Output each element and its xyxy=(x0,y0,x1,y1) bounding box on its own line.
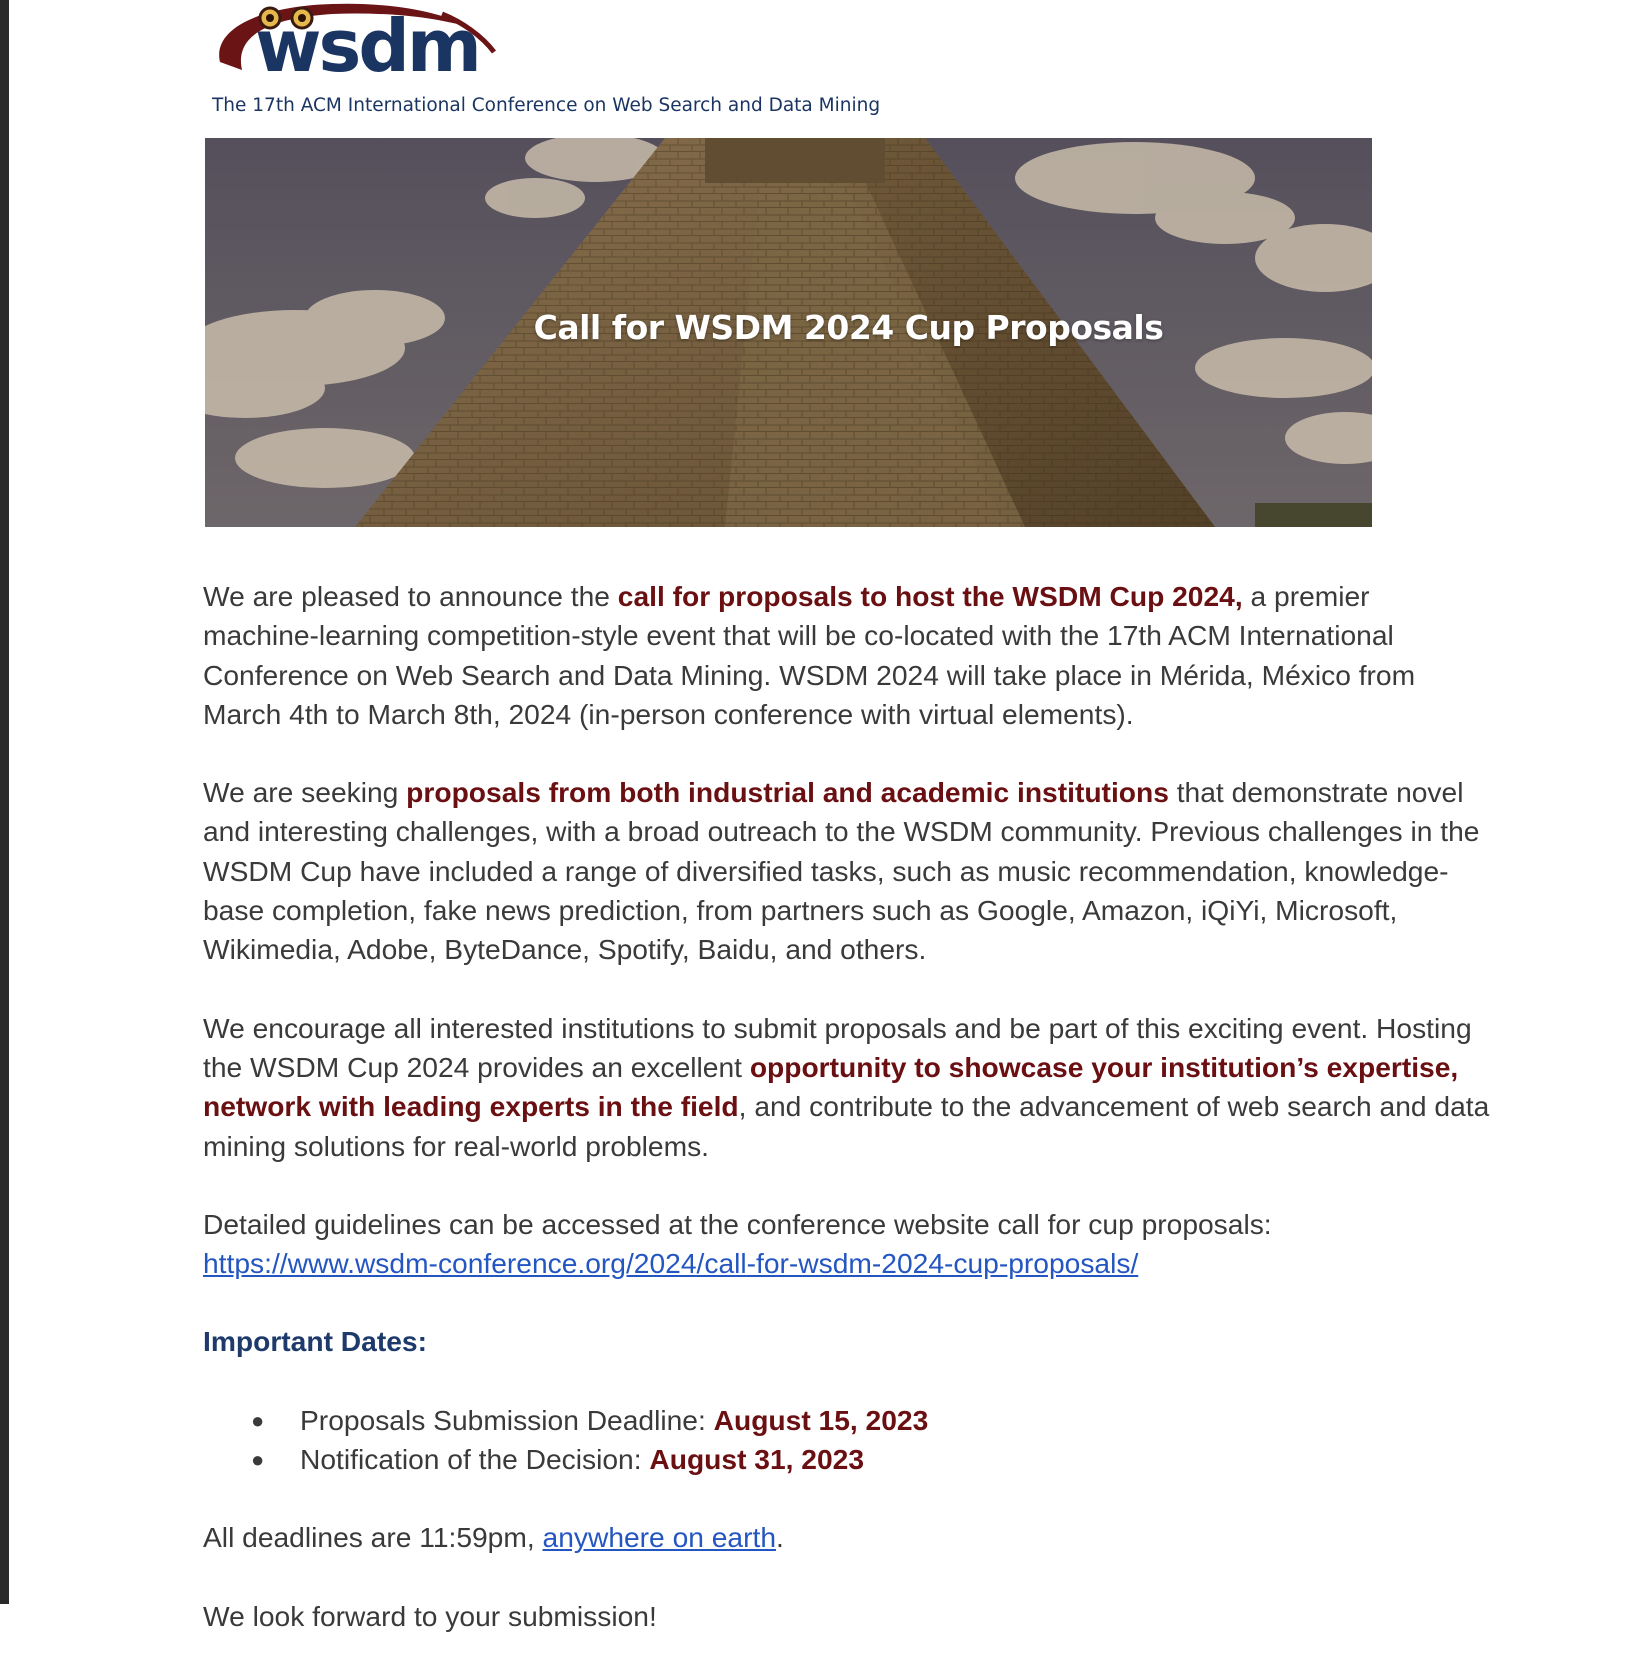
bullet-icon: ● xyxy=(251,1407,265,1433)
paragraph-guidelines xyxy=(203,1205,1493,1284)
date-label: Proposals Submission Deadline: xyxy=(300,1403,714,1436)
p3-post: , and contribute to the advancement of web search and data mining solutions for real-world problems. xyxy=(203,1090,1490,1162)
date-value: August 15, 2023 xyxy=(713,1403,929,1436)
conference-subtitle: The 17th ACM International Conference on Web Search and Data Mining xyxy=(212,95,881,116)
important-dates-list xyxy=(203,1401,1493,1480)
banner-title: Call for WSDM 2024 Cup Proposals xyxy=(533,308,1164,347)
p3-highlight: opportunity to showcase your institution’s expertise, network with leading experts in the field xyxy=(203,1050,1459,1123)
email-body xyxy=(203,577,1493,1675)
date-label: Notification of the Decision: xyxy=(300,1443,650,1476)
p4-text: Detailed guidelines can be accessed at the conference website call for cup proposals: xyxy=(203,1207,1272,1240)
paragraph-announcement xyxy=(203,577,1493,734)
p2-highlight: proposals from both industrial and academic institutions xyxy=(406,776,1169,809)
closing-line: We look forward to your submission! xyxy=(203,1599,657,1632)
p2-post: that demonstrate novel and interesting challenges, with a broad outreach to the WSDM community. Previous challenges in the WSDM Cup have included a range of diversified tasks, such as music recommendation, knowledge-base completion, fake news prediction, from partners such as Google, Amazon, iQiYi, Microsoft, Wikimedia, Adobe, ByteDance, Spotify, Baidu, and others. xyxy=(203,776,1480,966)
list-item xyxy=(203,1440,1493,1479)
p3-pre: We encourage all interested institutions to submit proposals and be part of this exciting event. Hosting the WSDM Cup 2024 provides an excellent xyxy=(203,1011,1472,1083)
deadline-post: . xyxy=(776,1521,784,1554)
anywhere-on-earth-link[interactable]: anywhere on earth xyxy=(542,1521,776,1554)
wsdm-logo xyxy=(212,0,912,122)
banner-title-wrap xyxy=(205,138,1372,527)
paragraph-seeking xyxy=(203,773,1493,969)
p2-pre: We are seeking xyxy=(203,776,407,809)
p1-highlight: call for proposals to host the WSDM Cup 2024, xyxy=(617,580,1243,612)
paragraph-encourage xyxy=(203,1009,1493,1166)
bullet-icon: ● xyxy=(251,1447,265,1473)
deadline-note xyxy=(203,1518,1493,1557)
window-edge xyxy=(0,0,9,1604)
p1-pre: We are pleased to announce the xyxy=(203,580,618,612)
important-dates-heading: Important Dates: xyxy=(203,1325,427,1358)
logo-wordmark: wsdm xyxy=(255,4,479,88)
guidelines-link[interactable]: https://www.wsdm-conference.org/2024/call-for-wsdm-2024-cup-proposals/ xyxy=(203,1247,1139,1280)
list-item xyxy=(203,1401,1493,1440)
date-value: August 31, 2023 xyxy=(649,1443,865,1476)
p1-post: a premier machine-learning competition-style event that will be co-located with the 17th ACM International Conference on Web Search and Data Mining. WSDM 2024 will take place in Mérida, México from March 4th to March 8th, 2024 (in-person conference with virtual elements). xyxy=(203,580,1416,730)
deadline-pre: All deadlines are 11:59pm, xyxy=(203,1521,543,1554)
